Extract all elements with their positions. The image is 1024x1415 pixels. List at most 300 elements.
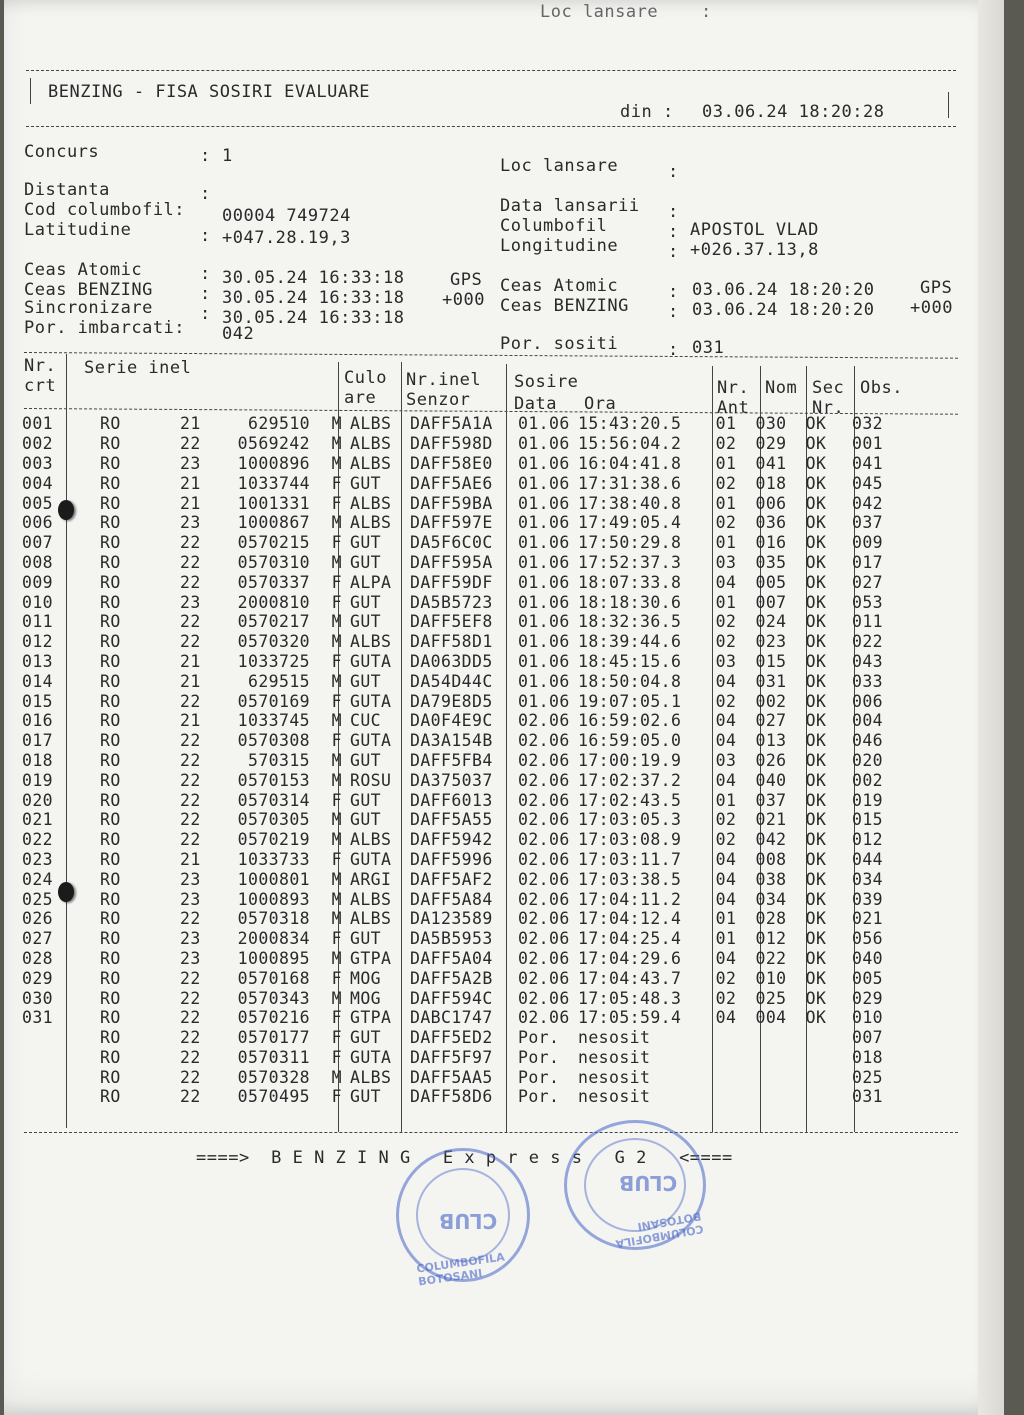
- cell-ro: RO: [100, 493, 121, 513]
- cell-obs: 053: [852, 592, 884, 612]
- table-bottom-rule: [24, 1132, 958, 1133]
- table-row: [22, 1008, 922, 1028]
- sincronizare-value: 30.05.24 16:33:18: [222, 308, 405, 328]
- table-row: [22, 652, 922, 672]
- cell-ring: 1000867: [237, 513, 310, 533]
- cell-yr: 21: [180, 414, 201, 434]
- cell-date: 01.06: [518, 513, 570, 533]
- cell-ro: RO: [100, 434, 121, 454]
- col-header-crt: crt: [24, 376, 57, 396]
- cell-ring: 0570495: [237, 1087, 310, 1107]
- cell-ring: 1001331: [237, 493, 310, 513]
- cell-sen: DAFF5A55: [410, 810, 493, 830]
- cell-sen: DAFF58E0: [410, 453, 493, 473]
- cell-ant: 01: [715, 592, 737, 612]
- columbofil-colon: :: [668, 222, 679, 242]
- cell-sec: OK: [805, 1008, 827, 1028]
- cell-nom: [748, 1087, 794, 1107]
- colon: :: [200, 284, 211, 304]
- cell-yr: 23: [180, 889, 201, 909]
- cell-time: 16:59:05.0: [578, 731, 682, 751]
- cell-yr: 22: [180, 533, 201, 553]
- colon: :: [668, 282, 679, 302]
- cell-sen: DA063DD5: [410, 651, 493, 671]
- cell-time: 17:04:11.2: [578, 889, 682, 909]
- cell-obs: 027: [852, 572, 884, 592]
- cell-yr: 22: [180, 770, 201, 790]
- cell-nom: 013: [755, 731, 787, 751]
- cell-nr: [22, 1048, 72, 1068]
- cell-date: 02.06: [518, 889, 570, 909]
- cell-ant: 04: [715, 1008, 737, 1028]
- cell-ring: 0570177: [237, 1028, 310, 1048]
- cell-yr: 23: [180, 929, 201, 949]
- cell-ring: 0570328: [237, 1067, 310, 1087]
- document-sheet: [4, 0, 1004, 1415]
- cell-ro: RO: [100, 810, 121, 830]
- cell-date: 02.06: [518, 731, 570, 751]
- cell-nom: 012: [755, 929, 787, 949]
- ceas-benzing-right-value: 03.06.24 18:20:20: [692, 300, 875, 320]
- cell-ring: 1000801: [237, 869, 310, 889]
- col-header-obs: Obs.: [860, 378, 903, 398]
- cell-ro: RO: [100, 632, 121, 652]
- col-header-data: Data: [514, 394, 557, 414]
- cell-sen: DAFF5A2B: [410, 968, 493, 988]
- cell-date: 01.06: [518, 671, 570, 691]
- cell-sex: F: [331, 592, 342, 612]
- table-row: [22, 434, 922, 454]
- cell-ring: 0570311: [237, 1047, 310, 1067]
- cell-col: GUTA: [350, 651, 392, 671]
- cell-ro: RO: [100, 513, 121, 533]
- cell-date: 01.06: [518, 572, 570, 592]
- table-row: [22, 889, 922, 909]
- cell-ring: 0570169: [237, 691, 310, 711]
- cell-sex: F: [331, 849, 342, 869]
- cell-time: 18:32:36.5: [578, 612, 682, 632]
- cell-ring: 1033733: [237, 849, 310, 869]
- cell-ro: RO: [100, 988, 121, 1008]
- colon: :: [200, 264, 211, 284]
- cell-obs: 031: [852, 1087, 884, 1107]
- cell-yr: 22: [180, 552, 201, 572]
- cell-ant: 02: [715, 513, 737, 533]
- cell-ant: 02: [715, 434, 737, 454]
- concurs-value: 1: [222, 146, 233, 166]
- cell-col: GUT: [350, 592, 382, 612]
- top-loc-lansare-label: Loc lansare :: [540, 2, 712, 22]
- col-header-are: are: [344, 388, 377, 408]
- cell-sen: DAFF59DF: [410, 572, 493, 592]
- underlying-page-edge: [978, 0, 1004, 1415]
- cell-yr: 23: [180, 513, 201, 533]
- cell-sec: OK: [805, 830, 827, 850]
- cell-obs: 033: [852, 671, 884, 691]
- cell-date: 02.06: [518, 770, 570, 790]
- cell-date: 01.06: [518, 434, 570, 454]
- cell-sex: M: [331, 810, 342, 830]
- cell-sec: OK: [805, 988, 827, 1008]
- cell-sec: OK: [805, 453, 827, 473]
- cell-ro: RO: [100, 929, 121, 949]
- cell-ant: 01: [715, 929, 737, 949]
- cell-sec: OK: [805, 750, 827, 770]
- table-row: [22, 790, 922, 810]
- cell-sec: OK: [805, 632, 827, 652]
- cell-ring: 0570217: [237, 612, 310, 632]
- cell-ring: 1033745: [237, 711, 310, 731]
- cell-sen: DA5B5723: [410, 592, 493, 612]
- punch-hole-bottom: [58, 882, 74, 902]
- cell-yr: 22: [180, 830, 201, 850]
- cell-ant: 01: [715, 533, 737, 553]
- cell-ro: RO: [100, 849, 121, 869]
- cell-sen: DAFF5A84: [410, 889, 493, 909]
- cell-col: GUTA: [350, 731, 392, 751]
- cell-sec: OK: [805, 889, 827, 909]
- cell-ant: 01: [715, 909, 737, 929]
- club-stamp-left: [396, 1148, 530, 1289]
- cell-sex: M: [331, 711, 342, 731]
- cell-sec: OK: [805, 612, 827, 632]
- table-row: [22, 632, 922, 652]
- col-header-ora: Ora: [584, 394, 617, 414]
- cell-sen: DAFF5FB4: [410, 750, 493, 770]
- table-row: [22, 830, 922, 850]
- cell-sec: OK: [805, 552, 827, 572]
- cell-ant: 01: [715, 414, 737, 434]
- longitudine-label: Longitudine: [500, 236, 619, 256]
- cell-yr: 21: [180, 473, 201, 493]
- cell-yr: 23: [180, 453, 201, 473]
- cell-sen: DA79E8D5: [410, 691, 493, 711]
- cell-nom: 016: [755, 533, 787, 553]
- cell-sec: OK: [805, 948, 827, 968]
- cell-ring: 1033744: [237, 473, 310, 493]
- cell-time: 17:03:11.7: [578, 849, 682, 869]
- cell-nom: 035: [755, 552, 787, 572]
- cell-col: ALBS: [350, 632, 392, 652]
- cell-ro: RO: [100, 711, 121, 731]
- cell-sec: OK: [805, 671, 827, 691]
- cell-ring: 0569242: [237, 434, 310, 454]
- cell-nr: 008: [22, 552, 54, 572]
- cell-yr: 22: [180, 750, 201, 770]
- cell-date: 01.06: [518, 612, 570, 632]
- cell-date: 01.06: [518, 473, 570, 493]
- cell-obs: 001: [852, 434, 884, 454]
- cell-time: 17:00:19.9: [578, 750, 682, 770]
- cell-sen: DABC1747: [410, 1008, 493, 1028]
- col-header-serie: Serie inel: [84, 358, 192, 378]
- cell-col: ALBS: [350, 493, 392, 513]
- distanta-colon: :: [200, 184, 211, 204]
- offset-left: +000: [442, 290, 485, 310]
- cell-time: nesosit: [578, 1067, 651, 1087]
- cell-sex: M: [331, 671, 342, 691]
- cell-ring: 0570219: [237, 830, 310, 850]
- cell-sec: OK: [805, 572, 827, 592]
- cell-time: 17:02:43.5: [578, 790, 682, 810]
- cell-yr: 21: [180, 849, 201, 869]
- cell-ro: RO: [100, 1028, 121, 1048]
- club-stamp-left-text: COLUMBOFILA BOTOSANI: [415, 1250, 506, 1289]
- cell-time: 17:03:38.5: [578, 869, 682, 889]
- cell-nr: 019: [22, 770, 54, 790]
- table-row: [22, 1028, 922, 1048]
- cell-ro: RO: [100, 651, 121, 671]
- table-row: [22, 572, 922, 592]
- cell-col: MOG: [350, 968, 382, 988]
- cell-time: 17:50:29.8: [578, 533, 682, 553]
- col-header-sec: Sec: [812, 378, 845, 398]
- cell-ant: 04: [715, 849, 737, 869]
- cell-sec: OK: [805, 711, 827, 731]
- cell-ring: 0570168: [237, 968, 310, 988]
- cell-nr: 020: [22, 790, 54, 810]
- offset-right: +000: [910, 298, 953, 318]
- cell-date: 02.06: [518, 711, 570, 731]
- header-left-edge: [30, 78, 31, 104]
- cell-sen: DA0F4E9C: [410, 711, 493, 731]
- cell-col: GUT: [350, 533, 382, 553]
- cell-yr: 23: [180, 869, 201, 889]
- cell-time: 17:05:48.3: [578, 988, 682, 1008]
- cell-col: GUT: [350, 929, 382, 949]
- cell-sec: [794, 1028, 838, 1048]
- cod-label: Cod columbofil:: [24, 200, 186, 220]
- cell-nom: 042: [755, 830, 787, 850]
- cell-obs: 021: [852, 909, 884, 929]
- cell-col: ROSU: [350, 770, 392, 790]
- cell-ring: 0570153: [237, 770, 310, 790]
- cell-nr: 012: [22, 632, 54, 652]
- cell-ant: 03: [715, 750, 737, 770]
- cell-nr: 004: [22, 473, 54, 493]
- cell-sex: M: [331, 988, 342, 1008]
- table-row: [22, 711, 922, 731]
- cell-sen: DA5F6C0C: [410, 533, 493, 553]
- arrivals-table-body: [22, 414, 922, 1107]
- cell-nr: 014: [22, 671, 54, 691]
- cell-obs: 017: [852, 552, 884, 572]
- cell-ant: 04: [715, 711, 737, 731]
- cell-ro: RO: [100, 750, 121, 770]
- ceas-atomic-left-label: Ceas Atomic: [24, 260, 143, 280]
- cell-ring: 0570308: [237, 731, 310, 751]
- cell-date: 02.06: [518, 849, 570, 869]
- cell-obs: 045: [852, 473, 884, 493]
- latitudine-colon: :: [200, 226, 211, 246]
- cell-nom: [748, 1048, 794, 1068]
- cell-time: 17:03:05.3: [578, 810, 682, 830]
- gps-right: GPS: [920, 278, 953, 298]
- cell-sex: F: [331, 572, 342, 592]
- cell-obs: 044: [852, 849, 884, 869]
- table-row: [22, 1087, 922, 1107]
- cell-col: ARGI: [350, 869, 392, 889]
- cell-ro: RO: [100, 909, 121, 929]
- table-row: [22, 454, 922, 474]
- col-header-nom: Nom: [765, 378, 798, 398]
- cell-time: 18:50:04.8: [578, 671, 682, 691]
- cell-nr: 022: [22, 830, 54, 850]
- cell-col: CUC: [350, 711, 382, 731]
- cell-sec: [794, 1087, 838, 1107]
- cell-ant: 01: [715, 493, 737, 513]
- col-header-nr-ant: Nr.: [717, 378, 750, 398]
- cell-col: GUT: [350, 790, 382, 810]
- cell-ro: RO: [100, 968, 121, 988]
- cell-sen: DAFF5A1A: [410, 414, 493, 434]
- cell-sec: OK: [805, 810, 827, 830]
- cell-obs: 011: [852, 612, 884, 632]
- cell-date: 02.06: [518, 968, 570, 988]
- cell-obs: 056: [852, 929, 884, 949]
- cell-time: 18:18:30.6: [578, 592, 682, 612]
- cell-sex: F: [331, 1008, 342, 1028]
- table-row: [22, 810, 922, 830]
- cell-time: 15:56:04.2: [578, 434, 682, 454]
- cell-sex: M: [331, 869, 342, 889]
- cell-ro: RO: [100, 770, 121, 790]
- cell-time: 17:52:37.3: [578, 552, 682, 572]
- cell-time: 17:04:25.4: [578, 929, 682, 949]
- cell-ant: 04: [715, 889, 737, 909]
- cell-yr: 22: [180, 968, 201, 988]
- cell-ant: [704, 1048, 748, 1068]
- cell-yr: 23: [180, 592, 201, 612]
- concurs-colon: :: [200, 146, 211, 166]
- cell-col: GUTA: [350, 849, 392, 869]
- cell-col: GUT: [350, 473, 382, 493]
- cell-sec: OK: [805, 473, 827, 493]
- table-row: [22, 909, 922, 929]
- cell-nom: 029: [755, 434, 787, 454]
- cell-date: 01.06: [518, 552, 570, 572]
- ceas-atomic-left-value: 30.05.24 16:33:18: [222, 268, 405, 288]
- cell-nom: 007: [755, 592, 787, 612]
- table-row: [22, 731, 922, 751]
- table-row: [22, 493, 922, 513]
- cell-sen: DAFF5996: [410, 849, 493, 869]
- cell-nr: 028: [22, 948, 54, 968]
- cell-sex: M: [331, 513, 342, 533]
- cell-ro: RO: [100, 453, 121, 473]
- cell-nr: 002: [22, 434, 54, 454]
- cell-ro: RO: [100, 414, 121, 434]
- cell-date: 02.06: [518, 948, 570, 968]
- cell-nr: 006: [22, 513, 54, 533]
- table-row: [22, 869, 922, 889]
- cell-col: GUT: [350, 750, 382, 770]
- cell-sex: M: [331, 948, 342, 968]
- cell-ant: 02: [715, 968, 737, 988]
- cell-ant: 03: [715, 552, 737, 572]
- cell-time: 17:04:29.6: [578, 948, 682, 968]
- cell-sec: OK: [805, 493, 827, 513]
- cell-date: 01.06: [518, 493, 570, 513]
- arrivals-table: [22, 414, 922, 1107]
- cell-ant: 02: [715, 473, 737, 493]
- cell-yr: 22: [180, 1087, 201, 1107]
- cell-time: 19:07:05.1: [578, 691, 682, 711]
- cell-col: ALBS: [350, 1067, 392, 1087]
- cell-ring: 629515: [247, 671, 310, 691]
- table-row: [22, 473, 922, 493]
- cell-ant: 04: [715, 770, 737, 790]
- cell-nom: 004: [755, 1008, 787, 1028]
- cell-ring: 0570305: [237, 810, 310, 830]
- cell-obs: 020: [852, 750, 884, 770]
- cell-date: 02.06: [518, 810, 570, 830]
- header-top-rule: [26, 70, 956, 71]
- cell-nom: 002: [755, 691, 787, 711]
- cell-nom: 028: [755, 909, 787, 929]
- por-imbarcati-label: Por. imbarcati:: [24, 318, 186, 338]
- cell-ring: 0570318: [237, 909, 310, 929]
- col-header-ant: Ant: [717, 398, 750, 418]
- cell-nr: 017: [22, 731, 54, 751]
- cell-obs: 006: [852, 691, 884, 711]
- cell-yr: 22: [180, 909, 201, 929]
- cell-nom: 021: [755, 810, 787, 830]
- cell-ro: RO: [100, 691, 121, 711]
- table-row: [22, 850, 922, 870]
- cell-sen: DAFF598D: [410, 434, 493, 454]
- columbofil-label: Columbofil: [500, 216, 608, 236]
- cell-col: GUT: [350, 810, 382, 830]
- cell-obs: 041: [852, 453, 884, 473]
- cell-sex: M: [331, 552, 342, 572]
- cell-ring: 0570310: [237, 552, 310, 572]
- cell-yr: 21: [180, 493, 201, 513]
- table-row: [22, 612, 922, 632]
- cell-ro: RO: [100, 948, 121, 968]
- cell-col: GTPA: [350, 1008, 392, 1028]
- cell-sex: F: [331, 731, 342, 751]
- table-row: [22, 770, 922, 790]
- cell-obs: 043: [852, 651, 884, 671]
- din-label: din :: [620, 102, 674, 122]
- cell-sen: DA3A154B: [410, 731, 493, 751]
- cell-nr: 003: [22, 453, 54, 473]
- cell-nr: 016: [22, 711, 54, 731]
- colon: :: [668, 302, 679, 322]
- data-lansarii-colon: :: [668, 202, 679, 222]
- cell-obs: 002: [852, 770, 884, 790]
- cell-nr: [22, 1028, 72, 1048]
- cell-ro: RO: [100, 889, 121, 909]
- cell-nr: 009: [22, 572, 54, 592]
- cell-time: 16:04:41.8: [578, 453, 682, 473]
- cell-date: 01.06: [518, 414, 570, 434]
- cell-time: 17:31:38.6: [578, 473, 682, 493]
- cell-ring: 570315: [247, 750, 310, 770]
- cell-nom: 024: [755, 612, 787, 632]
- cell-ant: 02: [715, 612, 737, 632]
- cell-date: 01.06: [518, 592, 570, 612]
- cell-sec: OK: [805, 691, 827, 711]
- cell-sec: OK: [805, 651, 827, 671]
- cell-col: ALBS: [350, 830, 392, 850]
- cell-nom: 006: [755, 493, 787, 513]
- cell-time: 18:39:44.6: [578, 632, 682, 652]
- gps-left: GPS: [450, 270, 483, 290]
- cell-col: GUTA: [350, 691, 392, 711]
- cell-col: GUT: [350, 671, 382, 691]
